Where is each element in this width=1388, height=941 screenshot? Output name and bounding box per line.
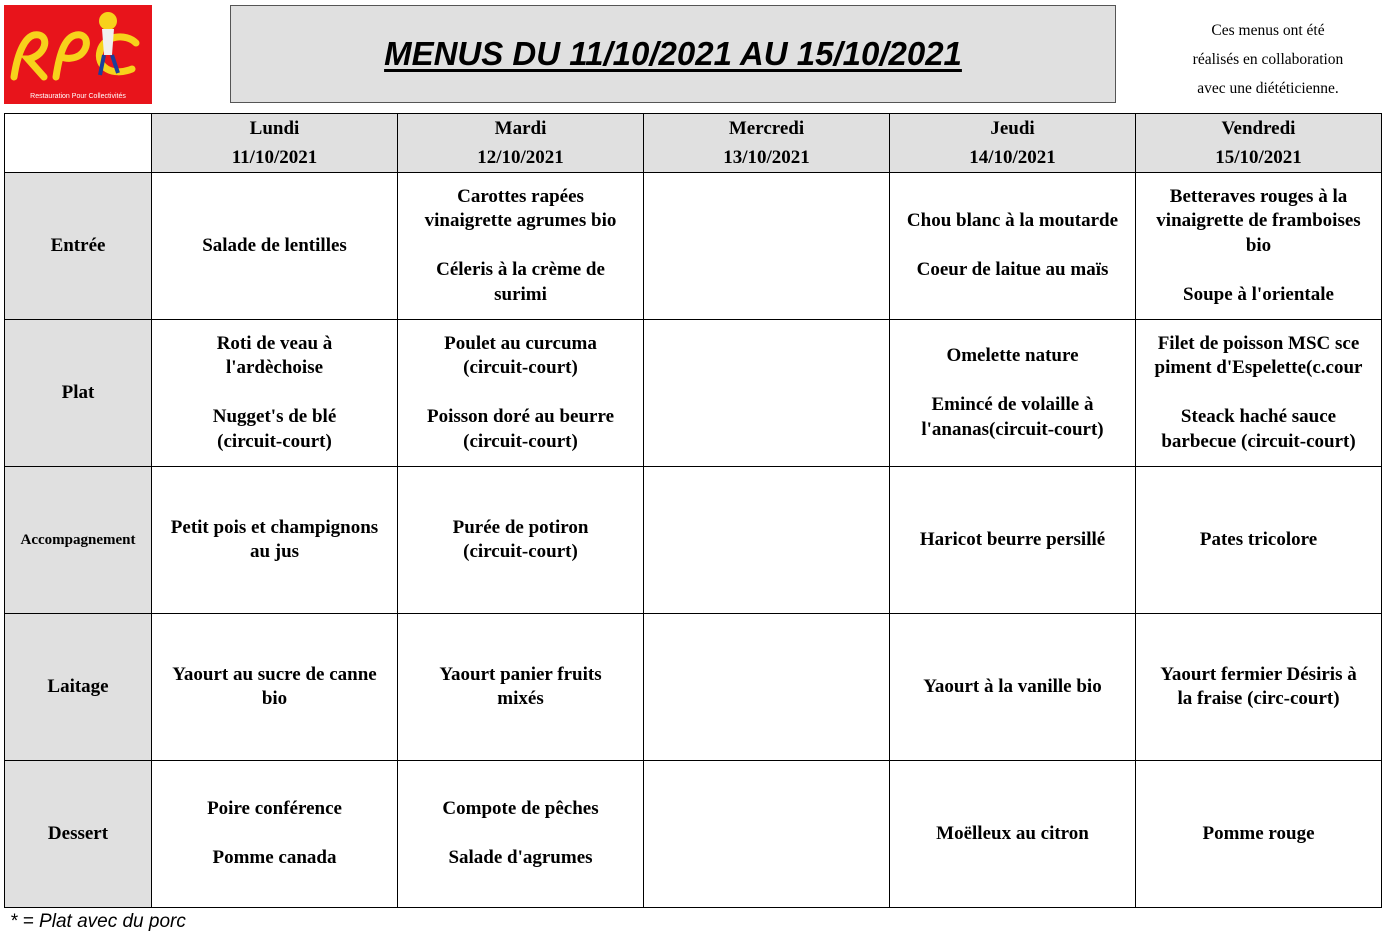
day-name: Mardi [494, 118, 547, 139]
menu-cell-monday [152, 614, 398, 761]
cell-content [890, 761, 1135, 907]
day-name: Lundi [249, 118, 300, 139]
logo-subtitle: Restauration Pour Collectivités [30, 93, 126, 100]
dish-line: Compote de pêches [442, 798, 599, 820]
cell-content [152, 614, 397, 760]
menu-row-plat [5, 320, 1382, 467]
dish-line: Filet de poisson MSC sce [1157, 332, 1360, 354]
dish-line: Betteraves rouges à la [1169, 185, 1348, 207]
cell-content [152, 173, 397, 319]
row-label: Dessert [5, 761, 152, 908]
day-date: 15/10/2021 [1215, 147, 1302, 168]
menu-cell-monday [152, 320, 398, 467]
menu-cell-wednesday [644, 467, 890, 614]
menu-cell-friday [1136, 320, 1382, 467]
menu-cell-tuesday [398, 320, 644, 467]
menu-row-laitage [5, 614, 1382, 761]
dish-line: Yaourt au sucre de canne [172, 663, 377, 685]
dish-line: Nugget's de blé [212, 406, 337, 428]
dish-line: Poisson doré au beurre [426, 406, 614, 428]
cell-content [644, 173, 889, 319]
row-label: Plat [5, 320, 152, 467]
dish-line: Soupe à l'orientale [1183, 283, 1334, 305]
line-gap [156, 381, 393, 406]
dish-line: la fraise (circ-court) [1177, 688, 1340, 709]
rpc-logo [4, 5, 152, 104]
dish-line: bio [261, 688, 288, 709]
menu-cell-wednesday [644, 173, 890, 320]
day-date: 14/10/2021 [969, 147, 1056, 168]
page-title: MENUS DU 11/10/2021 AU 15/10/2021 [384, 35, 962, 72]
line-gap [1140, 381, 1377, 406]
cell-content [644, 320, 889, 466]
cell-content [890, 320, 1135, 466]
menu-cell-thursday [890, 614, 1136, 761]
cell-content [1136, 320, 1381, 466]
dish-line: Poire conférence [207, 798, 342, 820]
dish-line: Yaourt fermier Désiris à [1160, 663, 1357, 685]
menu-cell-monday [152, 761, 398, 908]
day-date: 13/10/2021 [723, 147, 810, 168]
line-gap [402, 234, 639, 259]
dish-line: Yaourt à la vanille bio [923, 675, 1102, 697]
cell-content [890, 467, 1135, 613]
dish-line: bio [1245, 234, 1272, 256]
cell-content [1136, 761, 1381, 907]
menu-cell-thursday [890, 761, 1136, 908]
dish-line: Omelette nature [946, 345, 1079, 366]
row-label: Laitage [5, 614, 152, 761]
dish-line: l'ardèchoise [225, 357, 324, 379]
cell-content [1136, 467, 1381, 613]
dish-line: Moëlleux au citron [936, 822, 1089, 844]
cell-content [398, 320, 643, 466]
dish-line: Coeur de laitue au maïs [916, 259, 1109, 281]
dish-line: barbecue (circuit-court) [1161, 430, 1356, 452]
day-header-tuesday [398, 114, 644, 173]
cell-content [890, 614, 1135, 760]
menu-cell-friday [1136, 467, 1382, 614]
day-header-wednesday [644, 114, 890, 173]
dish-line: Salade de lentilles [202, 234, 347, 256]
menu-body [5, 173, 1382, 908]
menu-cell-tuesday [398, 761, 644, 908]
dish-line: Chou blanc à la moutarde [906, 210, 1119, 232]
cell-content [644, 467, 889, 613]
dish-line: surimi [494, 283, 547, 305]
menu-cell-wednesday [644, 614, 890, 761]
cell-content [1136, 614, 1381, 760]
cell-content [398, 173, 643, 319]
title-box [230, 5, 1116, 103]
menu-row-accompagnement [5, 467, 1382, 614]
menu-cell-thursday [890, 467, 1136, 614]
cell-content [644, 614, 889, 760]
line-gap [402, 822, 639, 847]
footnote: * = Plat avec du porc [10, 911, 186, 932]
dish-line: Steack haché sauce [1180, 406, 1337, 428]
dish-line: (circuit-court) [463, 430, 578, 452]
menu-table [4, 113, 1382, 908]
dish-line: l'ananas(circuit-court) [921, 418, 1104, 440]
menu-row-dessert [5, 761, 1382, 908]
cell-content [398, 467, 643, 613]
dish-line: Haricot beurre persillé [919, 528, 1106, 550]
day-header-friday [1136, 114, 1382, 173]
cell-content [644, 761, 889, 907]
day-name: Jeudi [990, 118, 1035, 139]
note-line: réalisés en collaboration [1192, 51, 1344, 68]
day-header-thursday [890, 114, 1136, 173]
dish-line: Carottes rapées [457, 185, 584, 207]
cell-content [152, 467, 397, 613]
menu-cell-tuesday [398, 614, 644, 761]
line-gap [894, 234, 1131, 259]
line-gap [156, 822, 393, 847]
menu-cell-monday [152, 173, 398, 320]
dish-line: Pomme rouge [1202, 822, 1315, 844]
menu-cell-friday [1136, 761, 1382, 908]
cell-content [398, 761, 643, 907]
menu-cell-friday [1136, 173, 1382, 320]
day-header-row [5, 114, 1382, 173]
dish-line: au jus [249, 541, 300, 562]
line-gap [894, 369, 1131, 394]
dish-line: Emincé de volaille à [931, 394, 1094, 415]
rpc-logo-graphic [4, 5, 152, 104]
cell-content [1136, 173, 1381, 319]
menu-row-entree [5, 173, 1382, 320]
dish-line: Pomme canada [212, 847, 337, 869]
row-label: Entrée [5, 173, 152, 320]
cell-content [152, 320, 397, 466]
dish-line: Yaourt panier fruits [439, 663, 602, 685]
cell-content [398, 614, 643, 760]
menu-cell-tuesday [398, 173, 644, 320]
dish-line: Céleris à la crème de [436, 259, 605, 281]
dish-line: Petit pois et champignons [170, 516, 379, 538]
day-date: 11/10/2021 [231, 147, 318, 168]
line-gap [1140, 258, 1377, 283]
day-date: 12/10/2021 [477, 147, 564, 168]
note-line: avec une diététicienne. [1197, 80, 1339, 97]
note-line: Ces menus ont été [1211, 22, 1325, 39]
menu-cell-wednesday [644, 320, 890, 467]
menu-cell-friday [1136, 614, 1382, 761]
dish-line: Poulet au curcuma [444, 332, 597, 354]
cell-content [890, 173, 1135, 319]
dietitian-note [1150, 16, 1386, 103]
dish-line: Pates tricolore [1199, 528, 1318, 550]
menu-cell-thursday [890, 320, 1136, 467]
menu-cell-tuesday [398, 467, 644, 614]
menu-cell-wednesday [644, 761, 890, 908]
dish-line: piment d'Espelette(c.cour [1154, 357, 1363, 379]
dish-line: mixés [497, 688, 544, 709]
dish-line: Salade d'agrumes [448, 847, 593, 869]
day-name: Vendredi [1221, 118, 1296, 139]
line-gap [402, 381, 639, 406]
cell-content [152, 761, 397, 907]
day-name: Mercredi [728, 118, 805, 139]
dish-line: Purée de potiron [452, 516, 589, 538]
dish-line: (circuit-court) [463, 357, 578, 379]
menu-cell-monday [152, 467, 398, 614]
menu-cell-thursday [890, 173, 1136, 320]
corner-cell [5, 114, 152, 173]
dish-line: vinaigrette de framboises [1156, 210, 1361, 232]
dish-line: vinaigrette agrumes bio [424, 210, 617, 232]
row-label: Accompagnement [5, 467, 152, 614]
day-header-monday [152, 114, 398, 173]
dish-line: (circuit-court) [463, 541, 578, 562]
dish-line: (circuit-court) [217, 430, 332, 452]
dish-line: Roti de veau à [216, 332, 333, 354]
